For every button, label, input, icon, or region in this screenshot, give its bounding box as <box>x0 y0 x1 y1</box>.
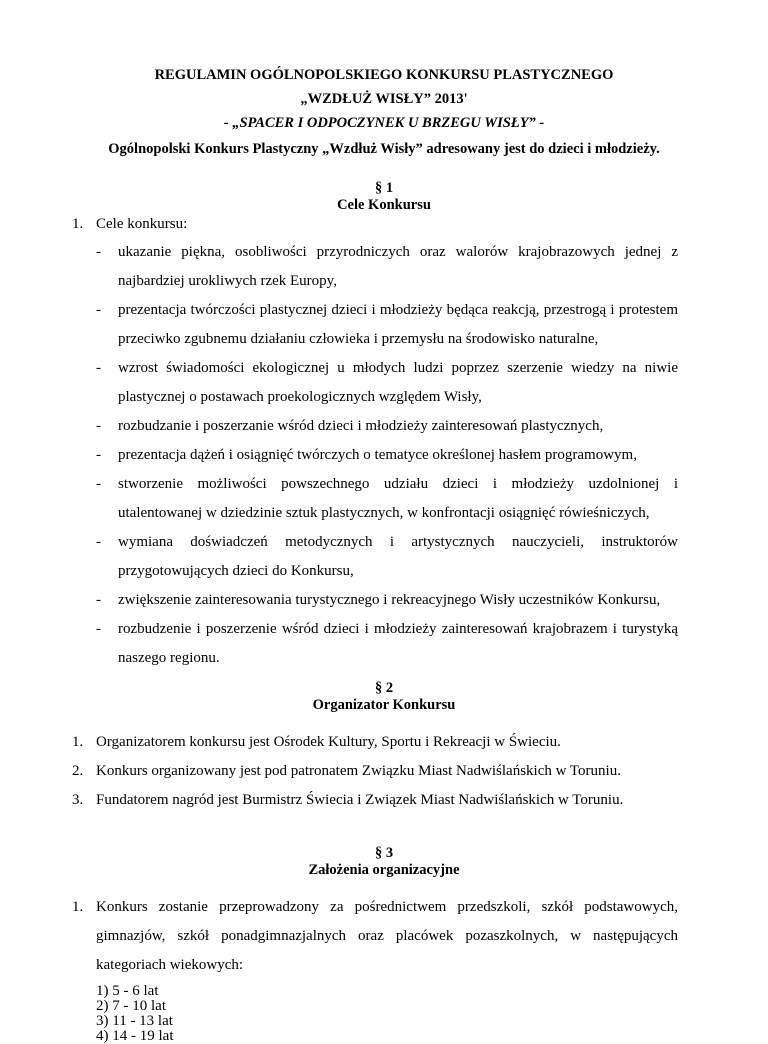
goal-item <box>0 615 768 673</box>
section-1-title: Cele Konkursu <box>337 197 431 213</box>
goal-text: prezentacja twórczości plastycznej dzieci i młodzieży będąca reakcją, przestrogą i protestem przeciwko zgubnemu działaniu człowieka i przemysłu na środowisko naturalne, <box>118 302 678 347</box>
item-text: Organizatorem konkursu jest Ośrodek Kultury, Sportu i Rekreacji w Świeciu. <box>96 734 561 750</box>
goal-item <box>0 586 768 615</box>
item-number: 1. <box>72 734 84 750</box>
bullet-dash: - <box>96 534 101 550</box>
item-text: Fundatorem nagród jest Burmistrz Świecia i Związek Miast Nadwiślańskich w Toruniu. <box>96 792 624 808</box>
bullet-dash: - <box>96 360 101 376</box>
goal-text: stworzenie możliwości powszechnego udziału dzieci i młodzieży uzdolnionej i utalentowanej w dziedzinie sztuk plastycznych, w konfrontacji osiągnięć rówieśniczych, <box>118 476 678 521</box>
organizer-list <box>0 728 768 815</box>
goal-text: wymiana doświadczeń metodycznych i artystycznych nauczycieli, instruktorów przygotowujących dzieci do Konkursu, <box>118 534 678 579</box>
organization-list <box>0 893 768 980</box>
bullet-dash: - <box>96 418 101 434</box>
item-text: Konkurs zostanie przeprowadzony za pośrednictwem przedszkoli, szkół podstawowych, gimnazjów, szkół ponadgimnazjalnych oraz placówek pozaszkolnych, w następujących kategoriach wiekowych: <box>96 899 678 973</box>
section-3-number: § 3 <box>374 845 394 861</box>
organizer-item <box>0 786 768 815</box>
goal-item <box>0 470 768 528</box>
age-categories <box>0 984 768 1044</box>
bullet-dash: - <box>96 302 101 318</box>
section-2-title: Organizator Konkursu <box>312 697 456 713</box>
goal-text: prezentacja dążeń i osiągnięć twórczych o tematyce określonej hasłem programowym, <box>118 447 637 463</box>
bullet-dash: - <box>96 592 101 608</box>
section-2-number: § 2 <box>374 680 394 696</box>
bullet-dash: - <box>96 447 101 463</box>
goal-item <box>0 354 768 412</box>
goal-item <box>0 528 768 586</box>
item-number: 1. <box>72 899 84 915</box>
bullet-dash: - <box>96 244 101 260</box>
goal-text: wzrost świadomości ekologicznej u młodych ludzi poprzez szerzenie wiedzy na niwie plastycznej o postawach proekologicznych względem Wisły, <box>118 360 678 405</box>
contest-name: „WZDŁUŻ WISŁY” 2013' <box>300 91 468 107</box>
section-3-title: Założenia organizacyjne <box>308 862 460 878</box>
goal-text: rozbudzanie i poszerzanie wśród dzieci i młodzieży zainteresowań plastycznych, <box>118 418 604 434</box>
item-text: Konkurs organizowany jest pod patronatem Związku Miast Nadwiślańskich w Toruniu. <box>96 763 621 779</box>
section-1-item-number: 1. <box>72 216 84 232</box>
goal-item <box>0 296 768 354</box>
goal-text: rozbudzenie i poszerzenie wśród dzieci i młodzieży zainteresowań krajobrazem i turystyką naszego regionu. <box>118 621 678 666</box>
age-category: 2) 7 - 10 lat <box>96 998 166 1014</box>
section-1-number: § 1 <box>374 180 394 196</box>
goal-item <box>0 238 768 296</box>
bullet-dash: - <box>96 476 101 492</box>
goal-text: ukazanie piękna, osobliwości przyrodniczych oraz walorów krajobrazowych jednej z najbardziej urokliwych rzek Europy, <box>118 244 678 289</box>
section-1-item-label: Cele konkursu: <box>96 216 188 232</box>
section-1-item <box>0 214 768 234</box>
item-number: 2. <box>72 763 84 779</box>
contest-theme: - „SPACER I ODPOCZYNEK U BRZEGU WISŁY” - <box>223 115 545 131</box>
age-category: 4) 14 - 19 lat <box>96 1028 174 1044</box>
goals-list <box>0 238 768 673</box>
bullet-dash: - <box>96 621 101 637</box>
age-category: 3) 11 - 13 lat <box>96 1013 173 1029</box>
goal-text: zwiększenie zainteresowania turystycznego i rekreacyjnego Wisły uczestników Konkursu, <box>118 592 661 608</box>
item-number: 3. <box>72 792 84 808</box>
goal-item <box>0 441 768 470</box>
intro-text: Ogólnopolski Konkurs Plastyczny „Wzdłuż Wisły” adresowany jest do dzieci i młodzieży. <box>108 141 660 157</box>
organizer-item <box>0 728 768 757</box>
goal-item <box>0 412 768 441</box>
age-category: 1) 5 - 6 lat <box>96 983 159 999</box>
organization-item <box>0 893 768 980</box>
organizer-item <box>0 757 768 786</box>
document-title: REGULAMIN OGÓLNOPOLSKIEGO KONKURSU PLASTYCZNEGO <box>154 67 614 83</box>
